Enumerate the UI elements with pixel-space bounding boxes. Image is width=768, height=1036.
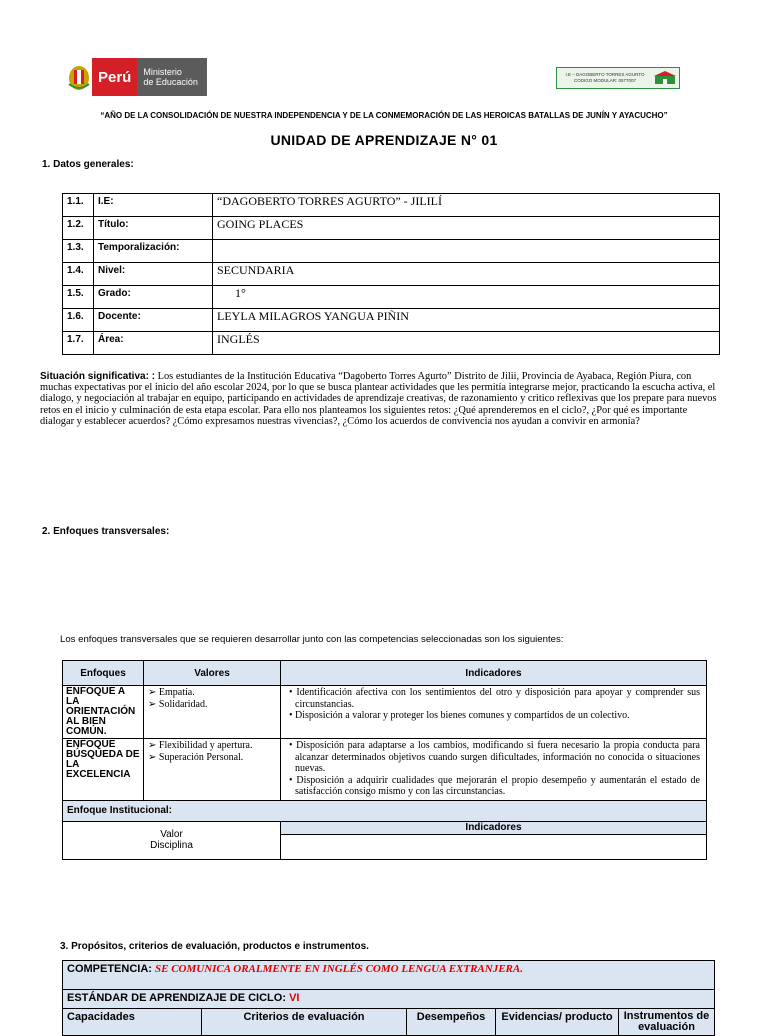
school-logo-code: CODIGO MODULAR: 0577007 <box>573 78 637 83</box>
table-row <box>63 739 707 801</box>
institucional-indicadores-header: Indicadores <box>281 821 707 834</box>
institucional-indicadores-cell <box>281 834 707 859</box>
col-valores: Valores <box>144 661 281 686</box>
value-area: INGLÉS <box>213 332 720 355</box>
table-row: 1.1. I.E: “DAGOBERTO TORRES AGURTO” - JILILÍ <box>63 194 720 217</box>
col-criterios: Criterios de evaluación <box>202 1009 407 1036</box>
competencia-label: COMPETENCIA: <box>67 963 155 975</box>
ministry-label: Ministerio de Educación <box>137 58 207 96</box>
value-nivel: SECUNDARIA <box>213 263 720 286</box>
table-row: 1.5. Grado: 1° <box>63 286 720 309</box>
table-header-row <box>63 1009 715 1036</box>
competencia-row <box>63 961 715 990</box>
document-title: UNIDAD DE APRENDIZAJE N° 01 <box>270 132 498 148</box>
institucional-row <box>63 800 707 821</box>
value-docente: LEYLA MILAGROS YANGUA PIÑIN <box>213 309 720 332</box>
value-titulo: GOING PLACES <box>213 217 720 240</box>
section-heading-datos-generales: 1. Datos generales: <box>42 159 134 170</box>
year-motto: “AÑO DE LA CONSOLIDACIÓN DE NUESTRA INDEPENDENCIA Y DE LA CONMEMORACIÓN DE LAS HEROICAS BATALLAS DE JUNÍN Y AYACUCHO” <box>100 111 668 120</box>
value-ie: “DAGOBERTO TORRES AGURTO” - JILILÍ <box>213 194 720 217</box>
enfoque-name: ENFOQUE A LA ORIENTACIÓN AL BIEN COMÚN. <box>63 686 144 739</box>
table-row <box>63 686 707 739</box>
enfoque-valores: ➢ Flexibilidad y apertura. ➢ Superación Personal. <box>144 739 281 801</box>
school-logo-name: I.E – DAGOBERTO TORRES AGURTO <box>565 72 645 77</box>
enfoque-valores: ➢ Empatía. ➢ Solidaridad. <box>144 686 281 739</box>
situacion-significativa <box>40 371 720 427</box>
table-row: 1.3. Temporalización: <box>63 240 720 263</box>
enfoque-indicadores: • Disposición para adaptarse a los cambios, modificando si fuera necesario la propia conducta para alcanzar determinados objetivos cuando surgen dificultades, información no conocida o situaciones nuevas. • Disposición a adquirir cualidades que mejorarán el propio desempeño y aumentarán el estado de satisfacción consigo mismo y con las circunstancias. <box>281 739 707 801</box>
estandar-label: ESTÁNDAR DE APRENDIZAJE DE CICLO: <box>67 992 290 1004</box>
section-heading-propositos: 3. Propósitos, criterios de evaluación, productos e instrumentos. <box>60 941 369 952</box>
table-row: 1.7. Área: INGLÉS <box>63 332 720 355</box>
institucional-values-row <box>63 821 707 834</box>
enfoque-institucional-label: Enfoque Institucional: <box>63 800 707 821</box>
estandar-row <box>63 990 715 1009</box>
situacion-text: Los estudiantes de la Institución Educativa “Dagoberto Torres Agurto” Distrito de Jilii, Provincia de Ayabaca, Región Piura, con muchas expectativas por el inicio del año escolar 2024, por lo que se busca plantear actividades que les permitía integrarse mejor, practicando la escucha activa, el dialogo, y negociación al trabajar en equipo, participando en actividades de aprendizaje creativas, de razonamiento y critico reflexivas que los prepare para nuevos retos en el inicio y culminación de esta etapa escolar. Para ello nos planteamos los siguientes retos: ¿Qué aprenderemos en el ciclo?, ¿Por qué es importante dialogar y establecer acuerdos? ¿Cómo expresamos nuestras vivencias?, ¿Cómo los acuerdos de convivencia nos ayudan a convivir en armonía? <box>40 371 717 427</box>
col-desempenos: Desempeños <box>407 1009 496 1036</box>
table-header-row <box>63 661 707 686</box>
enfoque-indicadores: • Identificación afectiva con los sentimientos del otro y disposición para apoyar y comprender sus circunstancias. • Disposición a valorar y proteger los bienes comunes y compartidos de un colectivo. <box>281 686 707 739</box>
value-grado: 1° <box>213 286 720 309</box>
enfoque-name: ENFOQUE BÚSQUEDA DE LA EXCELENCIA <box>63 739 144 801</box>
col-indicadores: Indicadores <box>281 661 707 686</box>
col-enfoques: Enfoques <box>63 661 144 686</box>
valor-disciplina: Disciplina <box>150 840 193 852</box>
section-heading-enfoques: 2. Enfoques transversales: <box>42 526 170 537</box>
enfoques-table <box>62 660 707 860</box>
school-building-icon <box>653 70 677 86</box>
value-temporalizacion <box>213 240 720 263</box>
col-instrumentos: Instrumentos de evaluación <box>619 1009 715 1036</box>
ministry-logo <box>66 58 207 96</box>
table-row: 1.4. Nivel: SECUNDARIA <box>63 263 720 286</box>
peru-label: Perú <box>92 58 137 96</box>
table-row: 1.6. Docente: LEYLA MILAGROS YANGUA PIÑIN <box>63 309 720 332</box>
institucional-valor-cell <box>63 821 281 859</box>
competencia-table <box>62 960 715 1036</box>
valor-header: Valor <box>160 829 183 841</box>
competencia-value: SE COMUNICA ORALMENTE EN INGLÉS COMO LENGUA EXTRANJERA. <box>155 963 523 975</box>
table-row: 1.2. Título: GOING PLACES <box>63 217 720 240</box>
col-capacidades: Capacidades <box>63 1009 202 1036</box>
col-evidencias: Evidencias/ producto <box>496 1009 619 1036</box>
estandar-value: VI <box>289 992 300 1004</box>
coat-of-arms-icon <box>66 58 92 96</box>
enfoques-intro: Los enfoques transversales que se requieren desarrollar junto con las competencias seleccionadas son los siguientes: <box>60 634 564 645</box>
situacion-label: Situación significativa: : <box>40 371 156 382</box>
general-data-table <box>62 193 720 355</box>
school-logo <box>556 67 680 89</box>
